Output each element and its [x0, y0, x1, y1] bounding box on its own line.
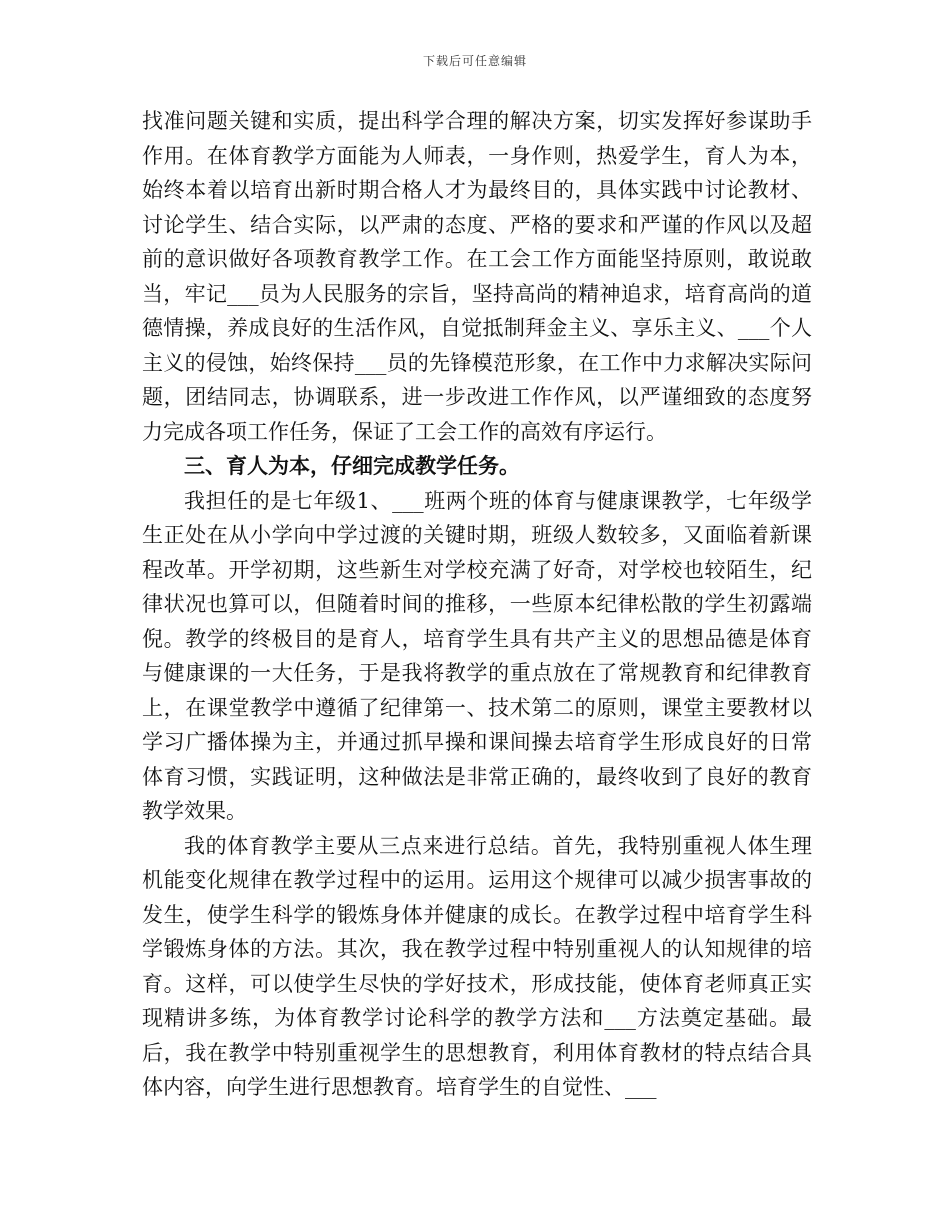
- page-header: 下载后可任意编辑: [422, 54, 527, 68]
- paragraph-continuation: 找准问题关键和实质，提出科学合理的解决方案，切实发挥好参谋助手作用。在体育教学方面能为人师表，一身作则，热爱学生，育人为本，始终本着以培育出新时期合格人才为最终目的，具体实践中讨论教材、讨论学生、结合实际，以严肃的态度、严格的要求和严谨的作风以及超前的意识做好各项教育教学工作。在工会工作方面能坚持原则，敢说敢当，牢记___员为人民服务的宗旨，坚持高尚的精神追求，培育高尚的道德情操，养成良好的生活作风，自觉抵制拜金主义、享乐主义、___个人主义的侵蚀，始终保持___员的先锋模范形象，在工作中力求解决实际问题，团结同志，协调联系，进一步改进工作作风，以严谨细致的态度努力完成各项工作任务，保证了工会工作的高效有序运行。: [142, 109, 812, 444]
- paragraph-teaching-duties: 我担任的是七年级1、___班两个班的体育与健康课教学，七年级学生正处在从小学向中学过渡的关键时期，班级人数较多，又面临着新课程改革。开学初期，这些新生对学校充满了好奇，对学校也较陌生，纪律状况也算可以，但随着时间的推移，一些原本纪律松散的学生初露端倪。教学的终极目的是育人，培育学生具有共产主义的思想品德是体育与健康课的一大任务，于是我将教学的重点放在了常规教育和纪律教育上，在课堂教学中遵循了纪律第一、技术第二的原则，课堂主要教材以学习广播体操为主，并通过抓早操和课间操去培育学生形成良好的日常体育习惯，实践证明，这种做法是非常正确的，最终收到了良好的教育教学效果。: [142, 488, 812, 823]
- section-heading-3: 三、育人为本，仔细完成教学任务。: [184, 453, 520, 478]
- paragraph-teaching-summary: 我的体育教学主要从三点来进行总结。首先，我特别重视人体生理机能变化规律在教学过程中的运用。运用这个规律可以减少损害事故的发生，使学生科学的锻炼身体并健康的成长。在教学过程中培育学生科学锻炼身体的方法。其次，我在教学过程中特别重视人的认知规律的培育。这样，可以使学生尽快的学好技术，形成技能，使体育老师真正实现精讲多练，为体育教学讨论科学的教学方法和___方法奠定基础。最后，我在教学中特别重视学生的思想教育，利用体育教材的特点结合具体内容，向学生进行思想教育。培育学生的自觉性、___: [142, 833, 812, 1099]
- document-body: [142, 104, 812, 1105]
